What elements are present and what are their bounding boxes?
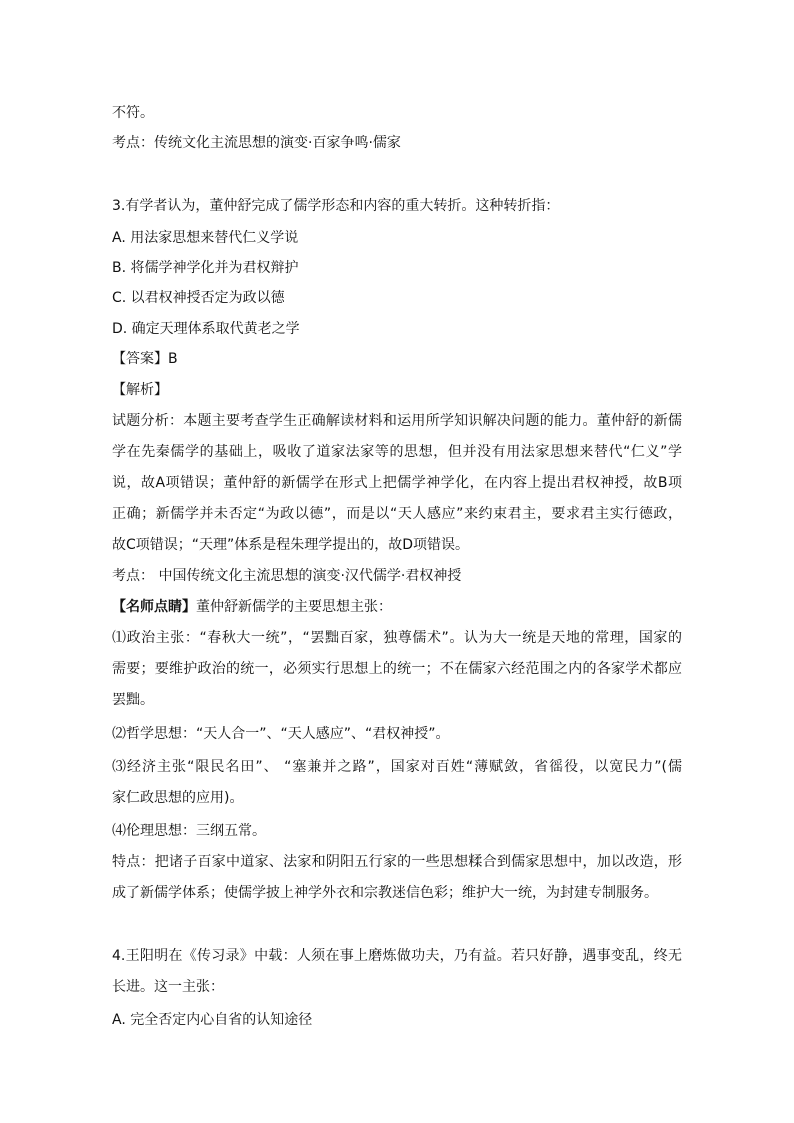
teacher-point-line: ⑷伦理思想：三纲五常。 bbox=[112, 823, 266, 839]
teacher-point-line: 特点：把诸子百家中道家、法家和阴阳五行家的一些思想糅合到儒家思想中，加以改造，形 bbox=[112, 854, 682, 870]
teacher-point-line: 家仁政思想的应用)。 bbox=[112, 790, 244, 806]
kaodian-q3: 考点： 中国传统文化主流思想的演变·汉代儒学·君权神授 bbox=[112, 568, 462, 584]
question-3-answer: 【答案】B bbox=[112, 351, 178, 367]
question-3-analysis-heading: 【解析】 bbox=[112, 382, 168, 398]
analysis-line: 试题分析：本题主要考查学生正确解读材料和运用所学知识解决问题的能力。董仲舒的新儒 bbox=[112, 413, 682, 429]
question-4-stem-line: 长进。这一主张： bbox=[112, 979, 224, 995]
analysis-line: 说，故A项错误；董仲舒的新儒学在形式上把儒学神学化，在内容上提出君权神授，故B项 bbox=[112, 475, 682, 491]
question-3-option-d: D. 确定天理体系取代黄老之学 bbox=[112, 321, 300, 337]
teacher-tip-text: 董仲舒新儒学的主要思想主张： bbox=[196, 599, 392, 615]
question-3-option-b: B. 将儒学神学化并为君权辩护 bbox=[112, 260, 299, 276]
analysis-line: 故C项错误；“天理”体系是程朱理学提出的，故D项错误。 bbox=[112, 537, 470, 553]
previous-analysis-end: 不符。 bbox=[112, 105, 154, 121]
question-4-option-a: A. 完全否定内心自省的认知途径 bbox=[112, 1012, 313, 1028]
question-3-option-c: C. 以君权神授否定为政以德 bbox=[112, 290, 285, 306]
question-3-option-a: A. 用法家思想来替代仁义学说 bbox=[112, 230, 299, 246]
analysis-line: 正确；新儒学并未否定“为政以德”，而是以“天人感应”来约束君主，要求君主实行德政， bbox=[112, 506, 682, 522]
teacher-tip-label: 【名师点睛】 bbox=[112, 599, 196, 615]
teacher-point-line: 罢黜。 bbox=[112, 692, 154, 708]
teacher-tip bbox=[112, 597, 392, 617]
teacher-point-line: ⑵哲学思想：“天人合一”、“天人感应”、“君权神授”。 bbox=[112, 726, 450, 742]
question-4-stem-line: 4.王阳明在《传习录》中载：人须在事上磨炼做功夫，乃有益。若只好静，遇事变乱，终无 bbox=[112, 948, 682, 964]
kaodian-q2: 考点：传统文化主流思想的演变·百家争鸣·儒家 bbox=[112, 135, 401, 151]
teacher-point-line: 需要；要维护政治的统一，必须实行思想上的统一；不在儒家六经范围之内的各家学术都应 bbox=[112, 661, 682, 677]
teacher-point-line: ⑴政治主张：“春秋大一统”，“罢黜百家，独尊儒术”。认为大一统是天地的常理，国家的 bbox=[112, 630, 682, 646]
teacher-point-line: ⑶经济主张“限民名田”、 “塞兼并之路”，国家对百姓“薄赋敛，省徭役，以宽民力”(儒 bbox=[112, 759, 682, 775]
question-3-stem: 3.有学者认为，董仲舒完成了儒学形态和内容的重大转折。这种转折指： bbox=[112, 198, 560, 214]
analysis-line: 学在先秦儒学的基础上，吸收了道家法家等的思想，但并没有用法家思想来替代“仁义”学 bbox=[112, 444, 682, 460]
teacher-point-line: 成了新儒学体系；使儒学披上神学外衣和宗教迷信色彩；维护大一统，为封建专制服务。 bbox=[112, 885, 658, 901]
